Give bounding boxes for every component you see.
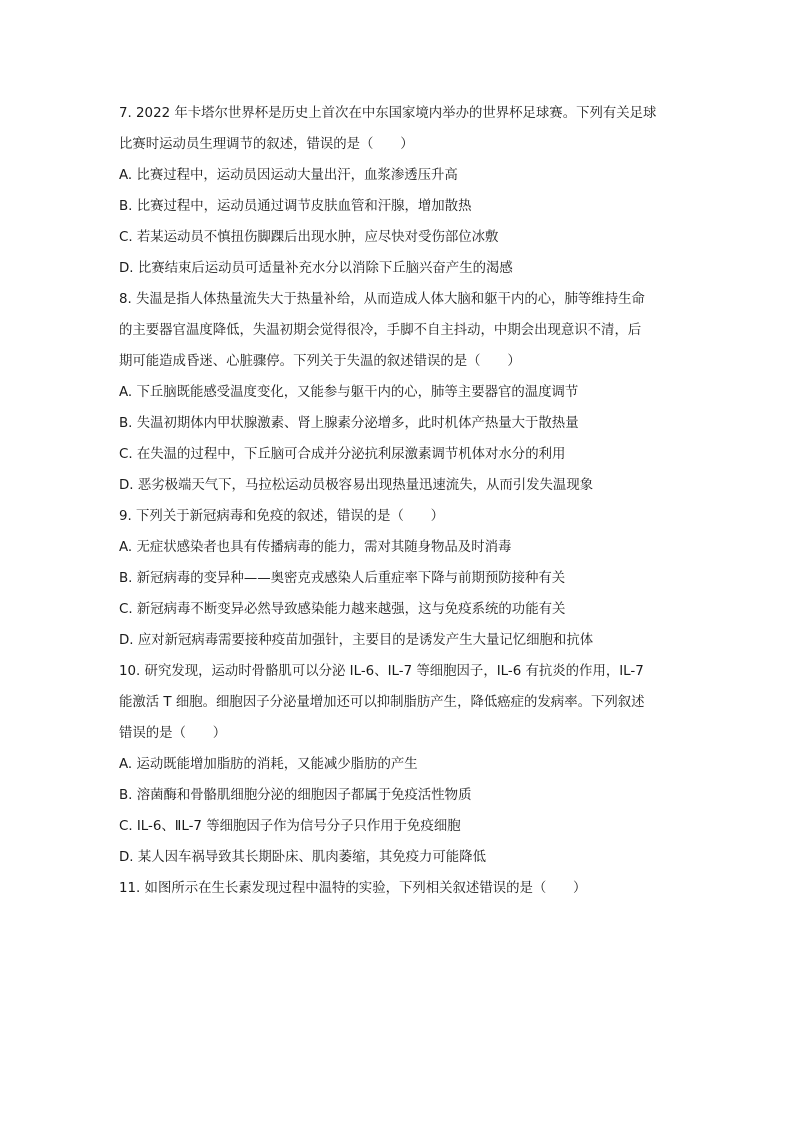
question-stem-line: 10. 研究发现，运动时骨骼肌可以分泌 IL-6、IL-7 等细胞因子，IL-6 有抗炎的作用，IL-7 <box>119 664 644 679</box>
option-c: C. 若某运动员不慎扭伤脚踝后出现水肿，应尽快对受伤部位冰敷 <box>119 230 499 245</box>
question-stem-line: 能激活 T 细胞。细胞因子分泌量增加还可以抑制脂肪产生，降低癌症的发病率。下列叙述 <box>119 695 645 710</box>
question-8 <box>119 284 675 501</box>
question-stem-line: 比赛时运动员生理调节的叙述，错误的是（ ） <box>119 137 414 152</box>
option-a: A. 无症状感染者也具有传播病毒的能力，需对其随身物品及时消毒 <box>119 540 512 555</box>
question-stem-line: 期可能造成昏迷、心脏骤停。下列关于失温的叙述错误的是（ ） <box>119 354 521 369</box>
option-d: D. 应对新冠病毒需要接种疫苗加强针，主要目的是诱发产生大量记忆细胞和抗体 <box>119 633 594 648</box>
option-a: A. 下丘脑既能感受温度变化，又能参与躯干内的心，肺等主要器官的温度调节 <box>119 385 579 400</box>
question-9 <box>119 501 675 656</box>
option-d: D. 某人因车祸导致其长期卧床、肌肉萎缩，其免疫力可能降低 <box>119 850 486 865</box>
question-stem-line: 11. 如图所示在生长素发现过程中温特的实验，下列相关叙述错误的是（ ） <box>119 881 587 896</box>
option-d: D. 比赛结束后运动员可适量补充水分以消除下丘脑兴奋产生的渴感 <box>119 261 513 276</box>
option-a: A. 运动既能增加脂肪的消耗，又能减少脂肪的产生 <box>119 757 418 772</box>
question-stem-line: 的主要器官温度降低，失温初期会觉得很冷，手脚不自主抖动，中期会出现意识不清，后 <box>119 323 642 338</box>
question-stem-line: 7. 2022 年卡塔尔世界杯是历史上首次在中东国家境内举办的世界杯足球赛。下列有关足球 <box>119 106 657 121</box>
option-b: B. 溶菌酶和骨骼肌细胞分泌的细胞因子都属于免疫活性物质 <box>119 788 472 803</box>
option-b: B. 新冠病毒的变异种——奥密克戎感染人后重症率下降与前期预防接种有关 <box>119 571 566 586</box>
option-d: D. 恶劣极端天气下，马拉松运动员极容易出现热量迅速流失，从而引发失温现象 <box>119 478 594 493</box>
question-stem-line: 9. 下列关于新冠病毒和免疫的叙述，错误的是（ ） <box>119 509 445 524</box>
question-stem-line: 8. 失温是指人体热量流失大于热量补给，从而造成人体大脑和躯干内的心，肺等维持生命 <box>119 292 645 307</box>
question-10 <box>119 656 675 873</box>
option-c: C. IL-6、ⅡL-7 等细胞因子作为信号分子只作用于免疫细胞 <box>119 819 461 834</box>
option-b: B. 失温初期体内甲状腺激素、肾上腺素分泌增多，此时机体产热量大于散热量 <box>119 416 579 431</box>
question-7 <box>119 98 675 284</box>
exam-page <box>119 98 675 904</box>
question-stem-line: 错误的是（ ） <box>119 726 227 741</box>
option-c: C. 新冠病毒不断变异必然导致感染能力越来越强，这与免疫系统的功能有关 <box>119 602 566 617</box>
option-b: B. 比赛过程中，运动员通过调节皮肤血管和汗腺，增加散热 <box>119 199 472 214</box>
option-c: C. 在失温的过程中，下丘脑可合成并分泌抗利尿激素调节机体对水分的利用 <box>119 447 566 462</box>
option-a: A. 比赛过程中，运动员因运动大量出汗，血浆渗透压升高 <box>119 168 458 183</box>
question-11 <box>119 873 675 904</box>
